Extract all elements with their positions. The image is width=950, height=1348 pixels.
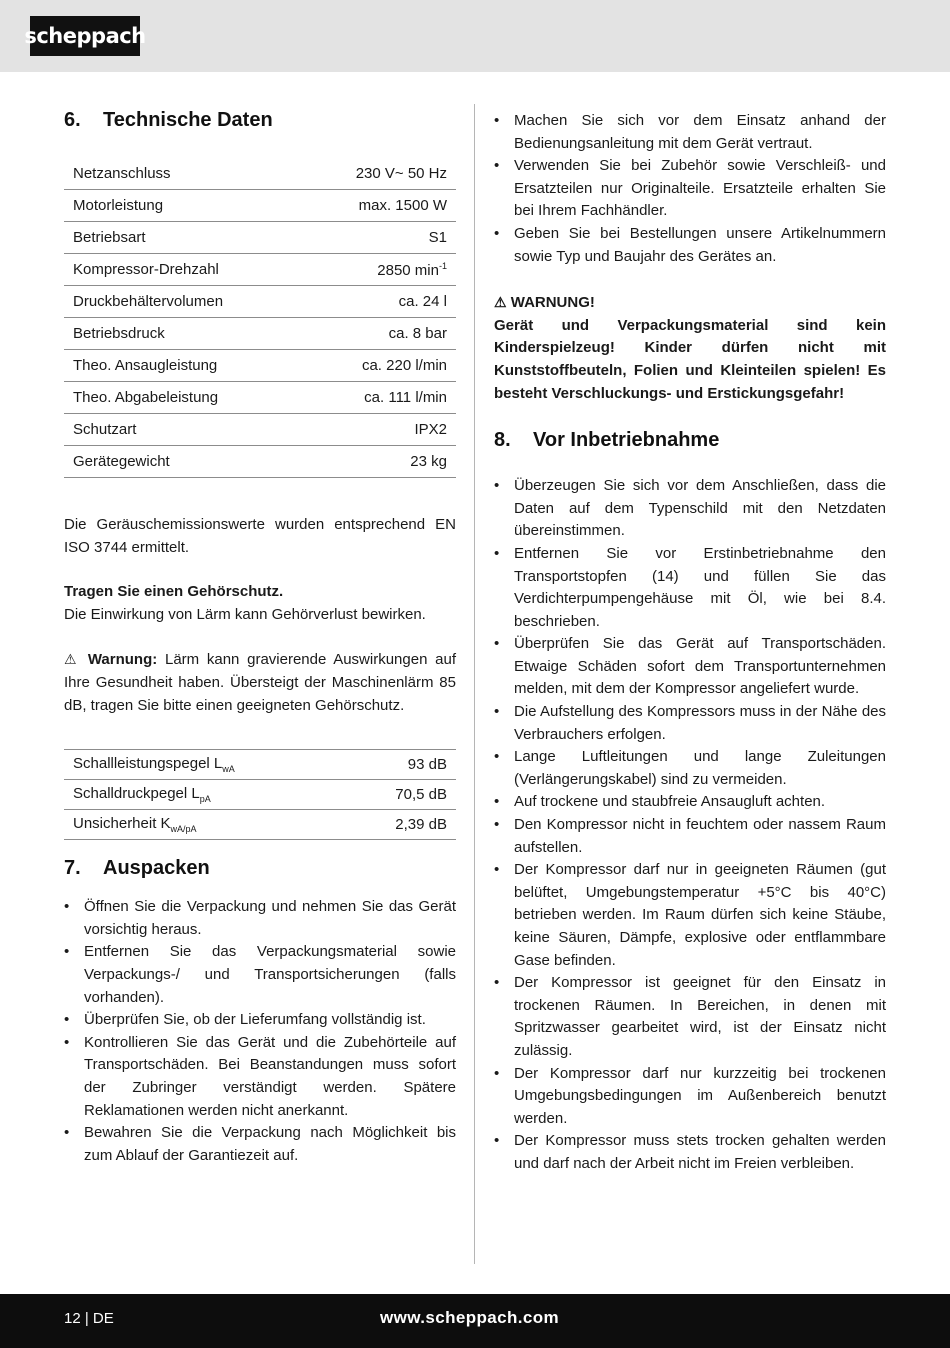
page-header — [0, 0, 950, 72]
list-item: • Überzeugen Sie sich vor dem Anschließen, dass die Daten auf dem Typenschild mit den Netzdaten übereinstimmen. — [494, 475, 886, 543]
list-item: • Der Kompressor darf nur in geeigneten Räumen (gut belüftet, Umgebungstemperatur +5°C bis 40°C) betrieben werden. Im Raum dürfen sich keine Stäube, keine Säuren, Dämpfe, explosive oder entflammbare Gase befinden. — [494, 859, 886, 972]
section-8-heading — [494, 424, 886, 456]
spec-label: Betriebsart — [64, 222, 302, 254]
spec-value-text: IPX2 — [414, 421, 447, 438]
scheppach-logo: scheppach — [30, 16, 140, 56]
children-warning — [494, 291, 886, 405]
list-item: • Lange Luftleitungen und lange Zuleitungen (Verlängerungskabel) sind zu vermeiden. — [494, 746, 886, 791]
warning-title: WARNUNG! — [510, 294, 595, 312]
spec-value — [302, 286, 456, 318]
ear-protection-note — [64, 581, 456, 626]
list-item: • Die Aufstellung des Kompressors muss in der Nähe des Verbrauchers erfolgen. — [494, 701, 886, 746]
left-column — [64, 104, 456, 1167]
spec-label: Theo. Abgabeleistung — [64, 382, 302, 414]
warning-triangle-icon: ⚠ — [494, 294, 507, 311]
noise-label — [64, 780, 346, 810]
section-7-heading — [64, 852, 456, 884]
section-number: 8. — [494, 428, 511, 451]
spec-label: Druckbehältervolumen — [64, 286, 302, 318]
column-divider — [474, 104, 475, 1264]
list-item: • Der Kompressor ist geeignet für den Einsatz in trockenen Räumen. In Bereichen, in denen mit Spritzwasser gearbeitet wird, ist der Einsatz nicht zulässig. — [494, 972, 886, 1062]
spec-value-superscript: -1 — [438, 260, 447, 271]
noise-label-subscript: wA/pA — [170, 824, 197, 835]
spec-value-text: 2850 min — [377, 261, 439, 279]
spec-label: Betriebsdruck — [64, 318, 302, 350]
section-title: Technische Daten — [103, 108, 273, 131]
warning-text: Lärm kann gravierende Auswirkungen auf Ihre Gesundheit haben. Übersteigt der Maschinenlärm 85 dB, tragen Sie bitte einen geeigneten Gehörschutz. — [64, 651, 456, 714]
list-item: • Öffnen Sie die Verpackung und nehmen Sie das Gerät vorsichtig heraus. — [64, 896, 456, 941]
list-item: • Bewahren Sie die Verpackung nach Möglichkeit bis zum Ablauf der Garantiezeit auf. — [64, 1122, 456, 1167]
spec-value — [302, 222, 456, 254]
list-item: • Der Kompressor darf nur kurzzeitig bei trockenen Umgebungsbedingungen im Außenbereich benutzt werden. — [494, 1063, 886, 1131]
spec-value — [302, 158, 456, 190]
spec-row — [64, 158, 456, 190]
noise-row — [64, 780, 456, 810]
list-item: • Der Kompressor muss stets trocken gehalten werden und darf nach der Arbeit nicht im Freien verbleiben. — [494, 1130, 886, 1175]
spec-row — [64, 318, 456, 350]
spec-row — [64, 446, 456, 478]
spec-value-text: S1 — [428, 229, 447, 246]
list-item: • Geben Sie bei Bestellungen unsere Artikelnummern sowie Typ und Baujahr des Gerätes an. — [494, 223, 886, 268]
warning-triangle-icon: ⚠ — [64, 651, 81, 668]
noise-label-text: Schallleistungspegel L — [73, 755, 223, 773]
website-link[interactable]: www.scheppach.com — [380, 1308, 560, 1327]
noise-label — [64, 750, 346, 780]
spec-row — [64, 254, 456, 286]
section-title: Auspacken — [103, 856, 210, 879]
section-6-heading — [64, 104, 456, 136]
page-footer — [0, 1294, 950, 1348]
spec-row — [64, 350, 456, 382]
noise-label — [64, 810, 346, 840]
list-item: • Auf trockene und staubfreie Ansaugluft achten. — [494, 791, 886, 814]
noise-value: 93 dB — [346, 750, 456, 780]
noise-label-text: Unsicherheit K — [73, 815, 171, 833]
noise-values-table — [64, 749, 456, 840]
list-item: • Kontrollieren Sie das Gerät und die Zubehörteile auf Transportschäden. Bei Beanstandungen muss sofort der Zubringer verständigt werden. Spätere Reklamationen werden nicht anerkannt. — [64, 1032, 456, 1122]
spec-value-text: 230 V~ 50 Hz — [355, 165, 447, 182]
spec-label: Theo. Ansaugleistung — [64, 350, 302, 382]
intro-list — [494, 110, 886, 268]
noise-row — [64, 810, 456, 840]
ear-protection-title: Tragen Sie einen Gehörschutz. — [64, 583, 284, 601]
list-item: • Verwenden Sie bei Zubehör sowie Verschleiß- und Ersatzteilen nur Originalteile. Ersatzteile erhalten Sie bei Ihrem Fachhändler. — [494, 155, 886, 223]
spec-row — [64, 382, 456, 414]
spec-label: Netzanschluss — [64, 158, 302, 190]
noise-value: 2,39 dB — [346, 810, 456, 840]
spec-value-text: ca. 220 l/min — [361, 357, 447, 374]
spec-value-text: ca. 111 l/min — [364, 389, 447, 406]
warning-label: Warnung: — [87, 651, 158, 669]
warning-text: Gerät und Verpackungsmaterial sind kein Kinderspielzeug! Kinder dürfen nicht mit Kunststoffbeuteln, Folien und Kleinteilen spielen! Es besteht Verschluckungs- und Erstickungsgefahr! — [494, 316, 886, 402]
noise-value: 70,5 dB — [346, 780, 456, 810]
right-column — [494, 110, 886, 1176]
spec-value — [302, 446, 456, 478]
spec-value-text: 23 kg — [410, 453, 447, 470]
noise-row — [64, 750, 456, 780]
spec-value-text: max. 1500 W — [358, 197, 447, 214]
list-item: • Den Kompressor nicht in feuchtem oder nassem Raum aufstellen. — [494, 814, 886, 859]
spec-value — [302, 414, 456, 446]
noise-label-subscript: pA — [199, 794, 211, 805]
noise-note: Die Geräuschemissionswerte wurden entsprechend EN ISO 3744 ermittelt. — [64, 516, 456, 556]
spec-value — [302, 190, 456, 222]
spec-value-text: ca. 24 l — [398, 293, 447, 310]
list-item: • Überprüfen Sie das Gerät auf Transportschäden. Etwaige Schäden sofort dem Transportunternehmen melden, mit dem der Kompressor angeliefert wurde. — [494, 633, 886, 701]
spec-value — [302, 350, 456, 382]
before-operation-list — [494, 475, 886, 1175]
list-item: • Überprüfen Sie, ob der Lieferumfang vollständig ist. — [64, 1009, 456, 1032]
section-number: 7. — [64, 856, 81, 879]
noise-label-subscript: wA — [222, 764, 235, 775]
section-number: 6. — [64, 108, 81, 131]
spec-value — [302, 254, 456, 286]
spec-row — [64, 414, 456, 446]
spec-label: Gerätegewicht — [64, 446, 302, 478]
spec-row — [64, 190, 456, 222]
list-item: • Entfernen Sie das Verpackungsmaterial sowie Verpackungs-/ und Transportsicherungen (falls vorhanden). — [64, 941, 456, 1009]
section-title: Vor Inbetriebnahme — [533, 428, 720, 451]
noise-label-text: Schalldruckpegel L — [73, 785, 200, 803]
list-item: • Entfernen Sie vor Erstinbetriebnahme den Transportstopfen (14) und füllen Sie das Verdichterpumpengehäuse mit Öl, wie bei 8.4. beschrieben. — [494, 543, 886, 633]
spec-value-text: ca. 8 bar — [388, 325, 447, 342]
list-item: • Machen Sie sich vor dem Einsatz anhand der Bedienungsanleitung mit dem Gerät vertraut. — [494, 110, 886, 155]
spec-row — [64, 286, 456, 318]
ear-protection-text: Die Einwirkung von Lärm kann Gehörverlust bewirken. — [64, 605, 426, 623]
spec-label: Kompressor-Drehzahl — [64, 254, 302, 286]
technical-data-table — [64, 158, 456, 478]
noise-warning — [64, 648, 456, 717]
spec-label: Motorleistung — [64, 190, 302, 222]
page-number: 12 | DE — [64, 1310, 114, 1327]
spec-label: Schutzart — [64, 414, 302, 446]
spec-value — [302, 382, 456, 414]
spec-value — [302, 318, 456, 350]
spec-row — [64, 222, 456, 254]
unpacking-list — [64, 896, 456, 1167]
